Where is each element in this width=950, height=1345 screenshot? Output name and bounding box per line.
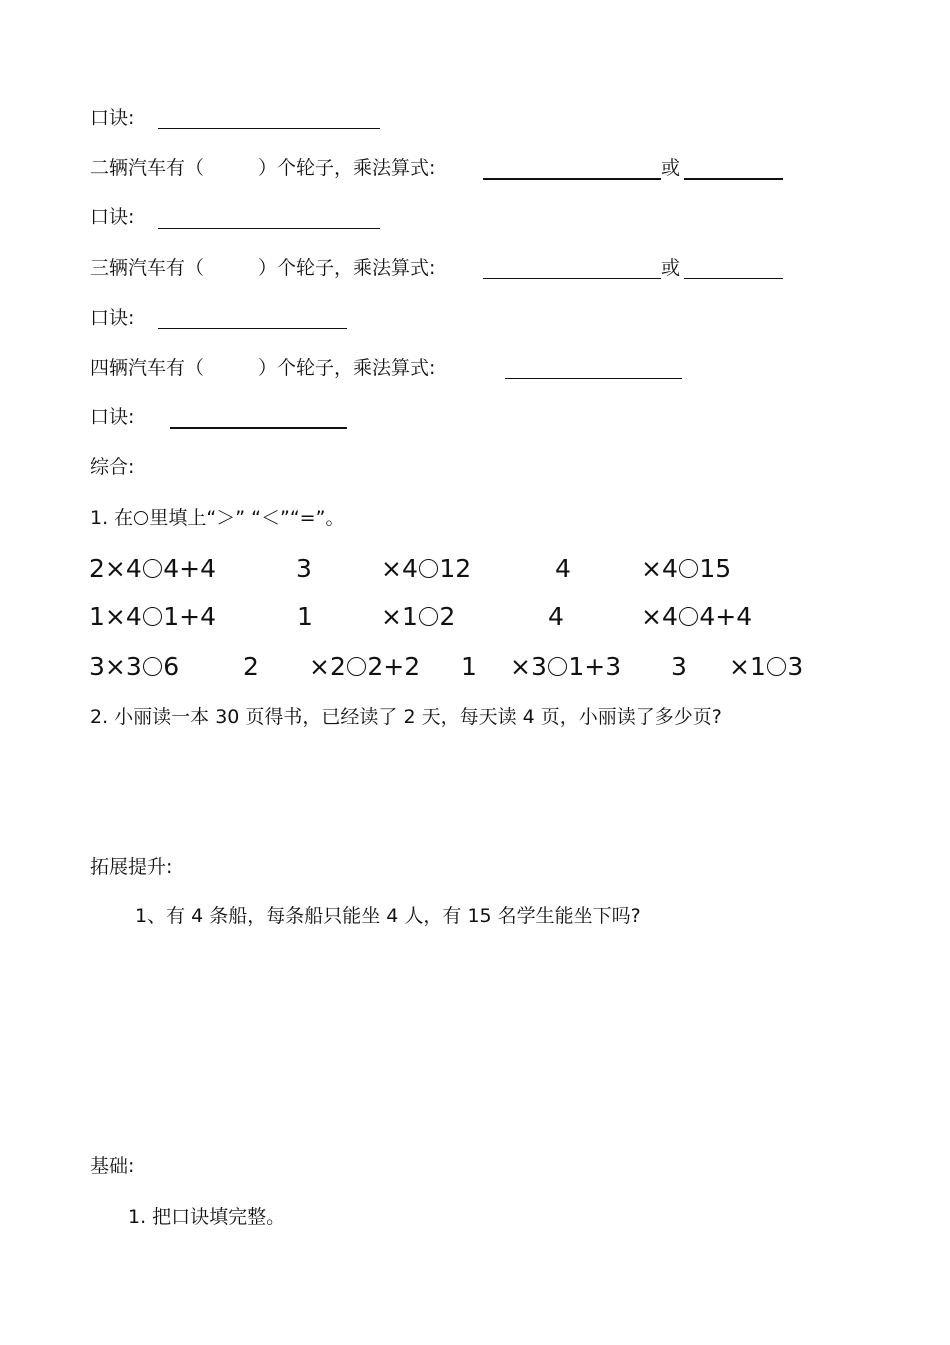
compare-circle[interactable] [143, 559, 163, 579]
compare-left: ×1 [381, 602, 418, 631]
compare-right: 4+4 [163, 554, 217, 583]
compare-item [309, 652, 420, 682]
section-title-zonghe: 综合: [90, 456, 135, 478]
section-title-jichu: 基础: [90, 1155, 135, 1177]
row-label-close: ）个轮子，乘法算式: [258, 357, 436, 379]
section-title-tuozhan: 拓展提升: [90, 856, 173, 878]
compare-a: 1 [461, 652, 477, 681]
koujue-answer-line[interactable] [158, 228, 380, 229]
compare-circle[interactable] [143, 607, 163, 627]
compare-circle[interactable] [143, 657, 163, 677]
compare-circle[interactable] [419, 559, 439, 579]
compare-a: 4 [555, 554, 571, 583]
compare-item [89, 554, 216, 584]
compare-item [641, 602, 752, 632]
compare-item [381, 554, 471, 584]
koujue-answer-line[interactable] [158, 128, 380, 129]
compare-circle[interactable] [767, 657, 787, 677]
compare-circle[interactable] [679, 559, 699, 579]
compare-right: 2 [439, 602, 456, 631]
equation-line-alt[interactable] [684, 278, 783, 279]
koujue-answer-line[interactable] [170, 427, 347, 429]
equation-line[interactable] [483, 278, 661, 279]
row-label: 四辆汽车有（ [90, 357, 205, 379]
compare-item [381, 602, 455, 632]
compare-a: 3 [296, 554, 312, 583]
compare-right: 2+2 [367, 652, 421, 681]
compare-right: 1+3 [568, 652, 622, 681]
compare-circle[interactable] [347, 657, 367, 677]
compare-left: ×1 [729, 652, 766, 681]
compare-a: 2 [243, 652, 259, 681]
jichu-question-1: 1. 把口诀填完整。 [128, 1206, 286, 1228]
koujue-answer-line[interactable] [158, 328, 347, 329]
compare-left: ×4 [381, 554, 418, 583]
koujue-label: 口诀: [90, 406, 135, 428]
compare-item [729, 652, 803, 682]
compare-left: 3×3 [89, 652, 142, 681]
question-2-text: 2. 小丽读一本 30 页得书，已经读了 2 天，每天读 4 页，小丽读了多少页? [90, 706, 722, 728]
or-text: 或 [661, 157, 681, 179]
row-label-close: ）个轮子，乘法算式: [258, 157, 436, 179]
question-1-instruction [90, 506, 344, 530]
or-text: 或 [661, 257, 681, 279]
compare-left: ×4 [641, 554, 678, 583]
instruction-prefix: 1. 在 [90, 507, 134, 529]
row-label: 二辆汽车有（ [90, 157, 205, 179]
compare-circle[interactable] [679, 607, 699, 627]
row-label: 三辆汽车有（ [90, 257, 205, 279]
compare-right: 3 [787, 652, 804, 681]
compare-a: 4 [548, 602, 564, 631]
compare-left: ×2 [309, 652, 346, 681]
koujue-label: 口诀: [90, 307, 135, 329]
compare-right: 1+4 [163, 602, 217, 631]
compare-circle[interactable] [419, 607, 439, 627]
compare-left: ×4 [641, 602, 678, 631]
instruction-suffix: 里填上“＞” “＜”“=”。 [149, 507, 345, 529]
compare-left: 1×4 [89, 602, 142, 631]
compare-left: 2×4 [89, 554, 142, 583]
compare-left: ×3 [510, 652, 547, 681]
row-label-close: ）个轮子，乘法算式: [258, 257, 436, 279]
compare-a: 3 [671, 652, 687, 681]
compare-a: 1 [297, 602, 313, 631]
compare-item [641, 554, 731, 584]
equation-line[interactable] [483, 178, 661, 180]
tuozhan-question-1: 1、有 4 条船，每条船只能坐 4 人，有 15 名学生能坐下吗? [135, 905, 641, 927]
equation-line[interactable] [505, 378, 682, 379]
compare-right: 15 [699, 554, 732, 583]
compare-right: 6 [163, 652, 180, 681]
equation-line-alt[interactable] [684, 178, 783, 180]
compare-item [89, 602, 216, 632]
compare-item [89, 652, 179, 682]
compare-right: 4+4 [699, 602, 753, 631]
koujue-label: 口诀: [90, 107, 135, 129]
compare-circle[interactable] [548, 657, 568, 677]
koujue-label: 口诀: [90, 206, 135, 228]
compare-item [510, 652, 621, 682]
circle-icon [134, 511, 148, 525]
compare-right: 12 [439, 554, 472, 583]
